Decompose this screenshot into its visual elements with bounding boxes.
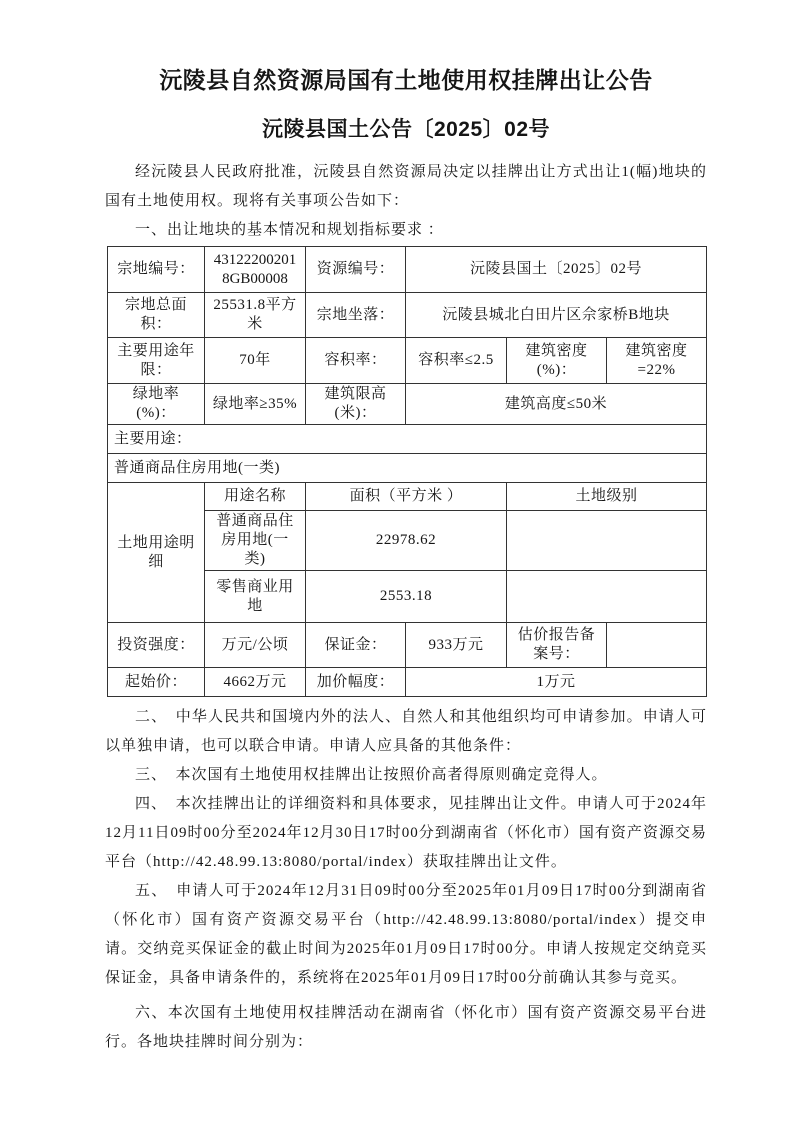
area-header: 面积（平方米 ） (306, 483, 507, 511)
total-area-label: 宗地总面积： (108, 293, 205, 338)
table-row (108, 293, 707, 338)
use-name-header: 用途名称 (205, 483, 306, 511)
building-density-label: 建筑密度(%)： (507, 338, 607, 384)
main-use-value: 普通商品住房用地(一类) (108, 454, 707, 483)
table-row (108, 483, 707, 511)
table-row (108, 384, 707, 425)
main-use-label: 主要用途： (108, 425, 707, 454)
investment-value: 万元/公顷 (205, 623, 306, 668)
land-grade-header: 土地级别 (507, 483, 707, 511)
location-value: 沅陵县城北白田片区佘家桥B地块 (406, 293, 707, 338)
intro-paragraph: 经沅陵县人民政府批准，沅陵县自然资源局决定以挂牌出让方式出让1(幅)地块的国有土地使用权。现将有关事项公告如下： (105, 164, 707, 209)
section-four-paragraph: 四、 本次挂牌出让的详细资料和具体要求，见挂牌出让文件。申请人可于2024年12月11日09时00分至2024年12月30日17时00分到湖南省（怀化市）国有资产资源交易平台（http://42.48.99.13:8080/portal/index）获取挂牌出让文件。 (105, 796, 707, 870)
start-price-label: 起始价： (108, 668, 205, 697)
total-area-value: 25531.8平方米 (205, 293, 306, 338)
table-row (108, 338, 707, 384)
tenure-label: 主要用途年限： (108, 338, 205, 384)
section-five-paragraph: 五、 申请人可于2024年12月31日09时00分至2025年01月09日17时00分到湖南省（怀化市）国有资产资源交易平台（http://42.48.99.13:8080/portal/index）提交申请。交纳竞买保证金的截止时间为2025年01月09日17时00分。申请人按规定交纳竞买保证金，具备申请条件的，系统将在2025年01月09日17时00分前确认其参与竞买。 (105, 883, 707, 986)
increment-label: 加价幅度： (306, 668, 406, 697)
plot-ratio-label: 容积率： (306, 338, 406, 384)
height-limit-value: 建筑高度≤50米 (406, 384, 707, 425)
use-detail-row2-area: 2553.18 (306, 571, 507, 623)
doc-number: 沅陵县国土公告〔2025〕02号 (261, 118, 551, 141)
use-detail-row1-name: 普通商品住房用地(一类) (205, 511, 306, 571)
green-rate-label: 绿地率(%)： (108, 384, 205, 425)
start-price-value: 4662万元 (205, 668, 306, 697)
section-six-paragraph: 六、本次国有土地使用权挂牌活动在湖南省（怀化市）国有资产资源交易平台进行。各地块挂牌时间分别为： (105, 1005, 707, 1050)
location-label: 宗地坐落： (306, 293, 406, 338)
parcel-no-value: 431222002018GB00008 (205, 247, 306, 293)
section-one-heading: 一、出让地块的基本情况和规划指标要求 ： (135, 222, 444, 238)
plot-ratio-value: 容积率≤2.5 (406, 338, 507, 384)
deposit-label: 保证金： (306, 623, 406, 668)
section-three-paragraph: 三、 本次国有土地使用权挂牌出让按照价高者得原则确定竞得人。 (135, 767, 608, 783)
increment-value: 1万元 (406, 668, 707, 697)
use-detail-row2-grade (507, 571, 707, 623)
building-density-value: 建筑密度=22% (607, 338, 707, 384)
parcel-info-table (107, 246, 707, 697)
use-detail-row1-grade (507, 511, 707, 571)
table-row (108, 623, 707, 668)
appraisal-value (607, 623, 707, 668)
resource-no-label: 资源编号： (306, 247, 406, 293)
use-detail-row2-name: 零售商业用地 (205, 571, 306, 623)
table-row (108, 425, 707, 454)
table-row (108, 668, 707, 697)
height-limit-label: 建筑限高(米)： (306, 384, 406, 425)
use-detail-label: 土地用途明细 (108, 483, 205, 623)
green-rate-value: 绿地率≥35% (205, 384, 306, 425)
parcel-no-label: 宗地编号： (108, 247, 205, 293)
deposit-value: 933万元 (406, 623, 507, 668)
doc-title: 沅陵县自然资源局国有土地使用权挂牌出让公告 (159, 67, 653, 93)
use-detail-row1-area: 22978.62 (306, 511, 507, 571)
table-row (108, 247, 707, 293)
section-two-paragraph: 二、 中华人民共和国境内外的法人、自然人和其他组织均可申请参加。申请人可以单独申请，也可以联合申请。申请人应具备的其他条件： (105, 709, 707, 754)
resource-no-value: 沅陵县国土〔2025〕02号 (406, 247, 707, 293)
investment-label: 投资强度： (108, 623, 205, 668)
tenure-value: 70年 (205, 338, 306, 384)
appraisal-label: 估价报告备案号： (507, 623, 607, 668)
table-row (108, 454, 707, 483)
